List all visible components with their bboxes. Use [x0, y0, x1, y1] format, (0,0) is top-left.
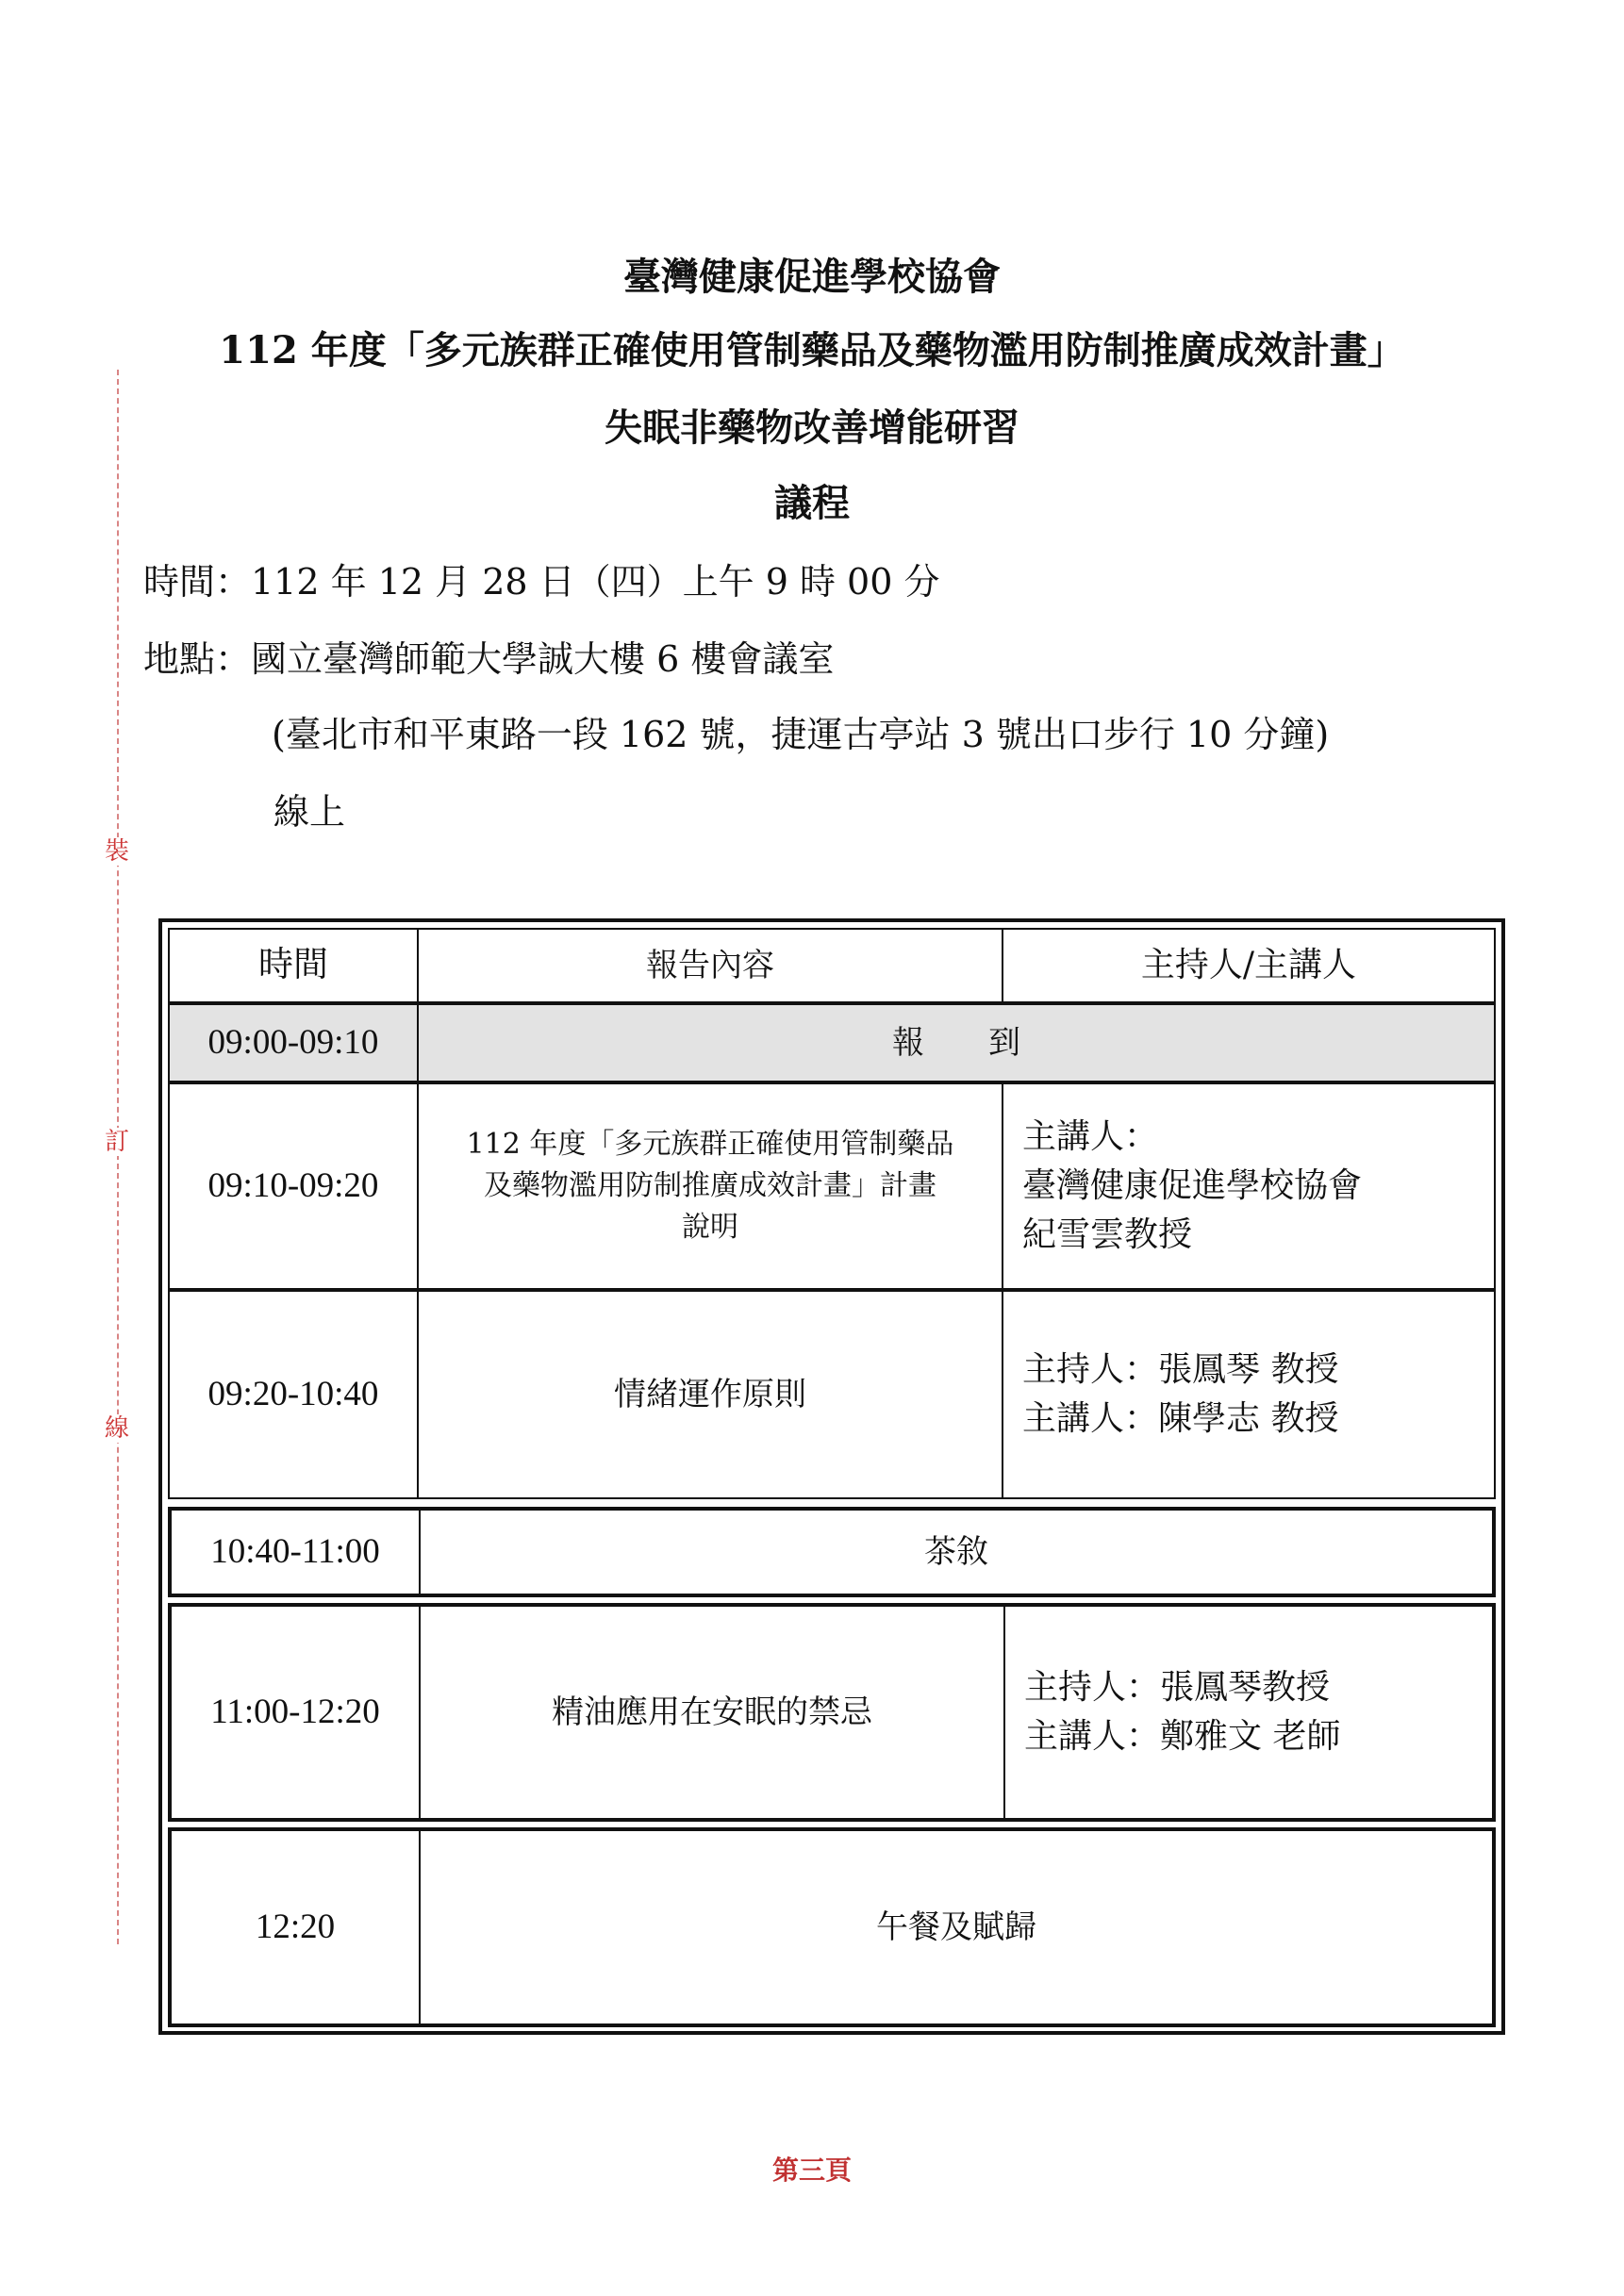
table-row — [168, 1827, 1496, 2027]
host-line: 主持人：張鳳琴教授 — [1024, 1668, 1331, 1707]
row-span: 茶敘 — [924, 1533, 988, 1571]
binding-dashed-line — [117, 370, 119, 1944]
row-time: 10:40-11:00 — [172, 1511, 421, 1594]
event-online: 線上 — [273, 791, 346, 833]
page-number: 第三頁 — [771, 2155, 852, 2186]
row-span: 報 到 — [419, 1005, 1494, 1081]
host-line: 臺灣健康促進學校協會 — [1022, 1166, 1363, 1205]
row-content — [419, 1084, 1003, 1288]
content-line: 及藥物濫用防制推廣成效計畫」計畫 — [483, 1169, 936, 1202]
row-time: 09:20-10:40 — [170, 1292, 419, 1497]
host-line: 主講人： — [1022, 1117, 1159, 1156]
host-line: 主講人：鄭雅文 老師 — [1024, 1717, 1341, 1756]
binding-mark-zhuang: 裝 — [104, 837, 129, 866]
binding-mark-ding: 訂 — [104, 1128, 129, 1156]
header-host: 主持人/主講人 — [1140, 946, 1357, 984]
table-row — [168, 1603, 1496, 1822]
content-line: 說明 — [681, 1211, 738, 1244]
row-time: 09:10-09:20 — [170, 1084, 419, 1288]
row-time: 09:00-09:10 — [170, 1005, 419, 1081]
table-row — [168, 1082, 1496, 1290]
content-line: 112 年度「多元族群正確使用管制藥品 — [466, 1128, 954, 1161]
row-host — [1003, 1084, 1494, 1288]
row-time: 12:20 — [172, 1831, 421, 2023]
host-line: 主持人：張鳳琴 教授 — [1022, 1350, 1339, 1389]
org-title: 臺灣健康促進學校協會 — [623, 255, 1001, 299]
row-content: 情緒運作原則 — [419, 1292, 1003, 1497]
event-address: (臺北市和平東路一段 162 號，捷運古亭站 3 號出口步行 10 分鐘) — [272, 714, 1330, 755]
row-host — [1005, 1607, 1492, 1818]
event-time: 時間：112 年 12 月 28 日（四）上午 9 時 00 分 — [143, 561, 940, 603]
header-time: 時間 — [170, 930, 419, 1001]
row-time: 11:00-12:20 — [172, 1607, 421, 1818]
workshop-title: 失眠非藥物改善增能研習 — [605, 405, 1019, 450]
table-header-row — [168, 928, 1496, 1003]
host-line: 紀雪雲教授 — [1022, 1215, 1193, 1254]
header-content: 報告內容 — [419, 930, 1003, 1001]
row-host — [1003, 1292, 1494, 1497]
table-row — [168, 1290, 1496, 1499]
row-content: 精油應用在安眠的禁忌 — [421, 1607, 1005, 1818]
event-place: 地點：國立臺灣師範大學誠大樓 6 樓會議室 — [143, 638, 835, 680]
row-span: 午餐及賦歸 — [876, 1908, 1036, 1946]
agenda-table — [158, 918, 1505, 2035]
host-line: 主講人：陳學志 教授 — [1022, 1399, 1339, 1438]
table-row — [168, 1003, 1496, 1082]
agenda-heading: 議程 — [774, 481, 850, 525]
binding-mark-xian: 線 — [104, 1414, 129, 1443]
project-title: 112 年度「多元族群正確使用管制藥品及藥物濫用防制推廣成效計畫」 — [219, 328, 1405, 372]
table-row — [168, 1507, 1496, 1597]
